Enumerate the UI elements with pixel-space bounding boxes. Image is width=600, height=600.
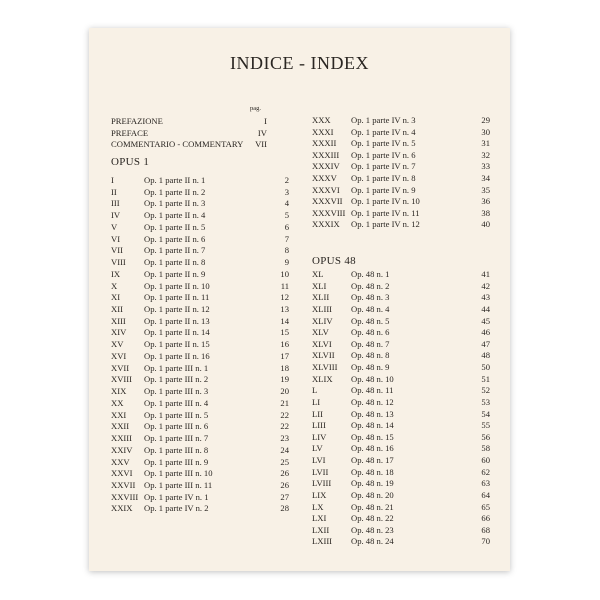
entry-numeral: LXI (312, 513, 327, 524)
entry-description: Op. 48 n. 22 (351, 513, 394, 524)
entry-description: Op. 1 parte III n. 10 (144, 468, 213, 479)
entry-description: Op. 1 parte IV n. 6 (351, 149, 416, 160)
entry-page-number: 5 (284, 210, 289, 221)
entry-description: Op. 1 parte II n. 2 (144, 186, 206, 197)
entry-numeral: XXII (111, 421, 130, 432)
entry-numeral: XXVI (111, 468, 133, 479)
entry-description: Op. 1 parte II n. 6 (144, 233, 206, 244)
entry-page-number: 43 (481, 292, 490, 303)
entry-page-number: 46 (481, 327, 490, 338)
entry-numeral: XVII (111, 362, 130, 373)
entry-page-number: 10 (280, 268, 289, 279)
entry-page-number: 36 (481, 196, 490, 207)
entry-description: Op. 1 parte II n. 9 (144, 268, 206, 279)
entry-description: Op. 1 parte III n. 11 (144, 479, 213, 490)
entry-page-number: 24 (280, 444, 289, 455)
entry-description: Op. 1 parte III n. 6 (144, 421, 209, 432)
entry-description: Op. 1 parte II n. 5 (144, 221, 206, 232)
entry-description: Op. 1 parte IV n. 11 (351, 207, 420, 218)
entry-page-number: 56 (481, 431, 490, 442)
entry-page-number: 58 (481, 443, 490, 454)
entry-numeral: VIII (111, 257, 126, 268)
page-title: INDICE - INDEX (230, 53, 369, 73)
entry-page-number: 22 (280, 409, 289, 420)
entry-numeral: XXX (312, 115, 331, 125)
entry-description: Op. 1 parte II n. 16 (144, 350, 210, 361)
entry-page-number: 29 (481, 115, 490, 125)
entry-numeral: LI (312, 396, 321, 407)
index-page (89, 28, 510, 571)
entry-numeral: XXXIII (312, 149, 340, 160)
entry-numeral: XVIII (111, 374, 132, 385)
entry-description: Op. 1 parte II n. 12 (144, 304, 210, 315)
entry-page-number: 25 (280, 456, 289, 467)
entry-numeral: XV (111, 339, 124, 350)
entry-page-number: 17 (280, 350, 289, 361)
entry-numeral: XXV (111, 456, 130, 467)
entry-page-number: 41 (481, 269, 490, 279)
opus-1-heading: OPUS 1 (111, 156, 150, 168)
entry-page-number: 53 (481, 396, 490, 407)
entry-description: Op. 48 n. 21 (351, 501, 394, 512)
entry-numeral: XLII (312, 292, 330, 303)
entry-page-number: 20 (280, 386, 289, 397)
entry-numeral: XXIII (111, 433, 132, 444)
entry-description: Op. 48 n. 16 (351, 443, 394, 454)
entry-description: Op. 1 parte II n. 14 (144, 327, 210, 338)
entry-description: Op. 48 n. 2 (351, 280, 390, 291)
entry-page-number: 3 (284, 186, 289, 197)
entry-numeral: LVIII (312, 478, 332, 489)
entry-page-number: 63 (481, 478, 490, 489)
entry-description: Op. 48 n. 6 (351, 327, 390, 338)
entry-numeral: I (111, 175, 114, 185)
entry-page-number: 9 (284, 257, 289, 268)
entry-page-number: 19 (280, 374, 289, 385)
entry-description: Op. 48 n. 7 (351, 338, 390, 349)
entry-page-number: 64 (481, 489, 490, 500)
entry-page-number: 14 (280, 315, 289, 326)
entry-description: Op. 1 parte IV n. 10 (351, 196, 420, 207)
entry-description: Op. 1 parte III n. 5 (144, 409, 209, 420)
entry-description: Op. 1 parte II n. 7 (144, 245, 206, 256)
entry-numeral: XI (111, 292, 121, 303)
entry-numeral: XXIX (111, 503, 133, 514)
entry-description: Op. 1 parte III n. 2 (144, 374, 209, 385)
entry-description: Op. 48 n. 23 (351, 524, 394, 535)
front-matter-page: VII (255, 139, 267, 150)
entry-numeral: XXXIX (312, 219, 340, 230)
entry-description: Op. 1 parte II n. 11 (144, 292, 210, 303)
entry-numeral: XXXI (312, 126, 334, 137)
entry-numeral: XX (111, 397, 124, 408)
entry-description: Op. 48 n. 18 (351, 466, 394, 477)
entry-numeral: XXI (111, 409, 127, 420)
entry-numeral: XLVIII (312, 362, 338, 373)
entry-description: Op. 48 n. 1 (351, 269, 390, 279)
entry-page-number: 60 (481, 455, 490, 466)
entry-page-number: 62 (481, 466, 490, 477)
entry-page-number: 26 (280, 479, 289, 490)
front-matter-label: PREFACE (111, 127, 149, 138)
entry-description: Op. 1 parte IV n. 4 (351, 126, 416, 137)
entry-numeral: XLV (312, 327, 329, 338)
page-label: pag. (250, 105, 262, 112)
entry-numeral: IV (111, 210, 121, 221)
entry-page-number: 13 (280, 304, 289, 315)
entry-page-number: 11 (280, 280, 289, 291)
entry-page-number: 27 (280, 491, 289, 502)
entry-numeral: XXXVII (312, 196, 343, 207)
entry-numeral: XLIV (312, 315, 333, 326)
entry-numeral: III (111, 198, 120, 209)
entry-numeral: XXXIV (312, 161, 340, 172)
entry-description: Op. 1 parte II n. 13 (144, 315, 210, 326)
entry-page-number: 31 (481, 138, 490, 149)
entry-description: Op. 1 parte IV n. 3 (351, 115, 416, 125)
entry-description: Op. 48 n. 20 (351, 489, 394, 500)
entry-description: Op. 1 parte II n. 15 (144, 339, 210, 350)
entry-numeral: LX (312, 501, 324, 512)
entry-numeral: XXXV (312, 173, 337, 183)
entry-description: Op. 1 parte III n. 7 (144, 433, 209, 444)
entry-page-number: 54 (481, 408, 490, 419)
entry-page-number: 35 (481, 184, 490, 195)
entry-numeral: XLVI (312, 338, 332, 349)
entry-numeral: LIV (312, 431, 327, 442)
entry-description: Op. 48 n. 24 (351, 536, 394, 547)
entry-numeral: XIV (111, 327, 127, 338)
entry-description: Op. 1 parte II n. 8 (144, 257, 206, 268)
entry-numeral: X (111, 280, 118, 291)
entry-page-number: 33 (481, 161, 490, 172)
entry-numeral: XII (111, 304, 123, 315)
opus-48-heading: OPUS 48 (312, 255, 356, 267)
entry-numeral: XLI (312, 280, 327, 291)
entry-description: Op. 1 parte IV n. 8 (351, 173, 416, 183)
entry-numeral: XLVII (312, 350, 335, 361)
entry-numeral: VI (111, 233, 121, 244)
entry-numeral: XIII (111, 315, 126, 326)
entry-page-number: 32 (481, 149, 490, 160)
entry-description: Op. 48 n. 8 (351, 350, 390, 361)
entry-description: Op. 1 parte III n. 4 (144, 397, 209, 408)
entry-page-number: 16 (280, 339, 289, 350)
entry-numeral: LII (312, 408, 323, 419)
entry-description: Op. 1 parte IV n. 5 (351, 138, 416, 149)
entry-numeral: XXXVI (312, 184, 340, 195)
front-matter-label: PREFAZIONE (111, 116, 163, 126)
entry-page-number: 34 (481, 173, 490, 183)
entry-description: Op. 48 n. 15 (351, 431, 394, 442)
entry-page-number: 68 (481, 524, 490, 535)
entry-description: Op. 48 n. 13 (351, 408, 394, 419)
entry-description: Op. 48 n. 5 (351, 315, 390, 326)
entry-description: Op. 1 parte III n. 8 (144, 444, 209, 455)
entry-description: Op. 48 n. 17 (351, 455, 394, 466)
entry-page-number: 44 (481, 303, 490, 314)
entry-page-number: 8 (284, 245, 289, 256)
entry-numeral: V (111, 221, 118, 232)
entry-description: Op. 48 n. 12 (351, 396, 394, 407)
entry-page-number: 30 (481, 126, 490, 137)
entry-page-number: 21 (280, 397, 289, 408)
entry-numeral: LIII (312, 420, 326, 431)
entry-description: Op. 1 parte IV n. 1 (144, 491, 209, 502)
entry-description: Op. 1 parte II n. 1 (144, 175, 206, 185)
entry-description: Op. 1 parte IV n. 2 (144, 503, 209, 514)
front-matter-page: I (264, 116, 267, 126)
entry-page-number: 40 (481, 219, 490, 230)
entry-page-number: 50 (481, 362, 490, 373)
entry-numeral: IX (111, 268, 121, 279)
entry-numeral: VII (111, 245, 123, 256)
front-matter-page: IV (257, 127, 267, 138)
entry-page-number: 51 (481, 373, 490, 384)
entry-page-number: 42 (481, 280, 490, 291)
entry-page-number: 47 (481, 338, 490, 349)
entry-numeral: XXXII (312, 138, 337, 149)
entry-description: Op. 48 n. 14 (351, 420, 394, 431)
entry-numeral: II (111, 186, 117, 197)
entry-description: Op. 1 parte II n. 10 (144, 280, 210, 291)
entry-page-number: 70 (481, 536, 490, 547)
entry-page-number: 6 (284, 221, 289, 232)
entry-page-number: 65 (481, 501, 490, 512)
entry-numeral: LIX (312, 489, 327, 500)
entry-page-number: 22 (280, 421, 289, 432)
entry-description: Op. 1 parte III n. 9 (144, 456, 209, 467)
entry-page-number: 4 (284, 198, 289, 209)
entry-description: Op. 48 n. 10 (351, 373, 394, 384)
entry-description: Op. 1 parte IV n. 7 (351, 161, 416, 172)
entry-description: Op. 1 parte IV n. 12 (351, 219, 420, 230)
entry-description: Op. 1 parte III n. 1 (144, 362, 209, 373)
entry-numeral: XXIV (111, 444, 133, 455)
entry-page-number: 38 (481, 207, 490, 218)
entry-description: Op. 1 parte III n. 3 (144, 386, 209, 397)
entry-description: Op. 1 parte II n. 4 (144, 210, 206, 221)
entry-numeral: XVI (111, 350, 127, 361)
front-matter-label: COMMENTARIO - COMMENTARY (111, 139, 244, 150)
entry-numeral: XLIX (312, 373, 333, 384)
entry-page-number: 66 (481, 513, 490, 524)
entry-page-number: 48 (481, 350, 490, 361)
entry-page-number: 55 (481, 420, 490, 431)
entry-numeral: LXII (312, 524, 330, 535)
entry-page-number: 15 (280, 327, 289, 338)
entry-page-number: 18 (280, 362, 289, 373)
entry-numeral: XXXVIII (312, 207, 346, 218)
entry-page-number: 23 (280, 433, 289, 444)
entry-page-number: 52 (481, 385, 490, 396)
entry-description: Op. 1 parte IV n. 9 (351, 184, 416, 195)
entry-page-number: 45 (481, 315, 490, 326)
entry-numeral: XXVII (111, 479, 136, 490)
entry-numeral: LXIII (312, 536, 333, 547)
entry-page-number: 26 (280, 468, 289, 479)
entry-numeral: XIX (111, 386, 127, 397)
entry-numeral: LVII (312, 466, 329, 477)
entry-numeral: L (312, 385, 318, 396)
entry-description: Op. 48 n. 4 (351, 303, 390, 314)
entry-numeral: XLIII (312, 303, 333, 314)
entry-page-number: 28 (280, 503, 289, 514)
entry-description: Op. 48 n. 19 (351, 478, 394, 489)
entry-page-number: 12 (280, 292, 289, 303)
entry-numeral: XXVIII (111, 491, 139, 502)
entry-page-number: 7 (284, 233, 289, 244)
entry-description: Op. 48 n. 11 (351, 385, 394, 396)
entry-page-number: 2 (284, 175, 289, 185)
entry-description: Op. 1 parte II n. 3 (144, 198, 206, 209)
entry-numeral: LVI (312, 455, 326, 466)
entry-numeral: LV (312, 443, 323, 454)
entry-description: Op. 48 n. 3 (351, 292, 390, 303)
entry-numeral: XL (312, 269, 324, 279)
entry-description: Op. 48 n. 9 (351, 362, 390, 373)
